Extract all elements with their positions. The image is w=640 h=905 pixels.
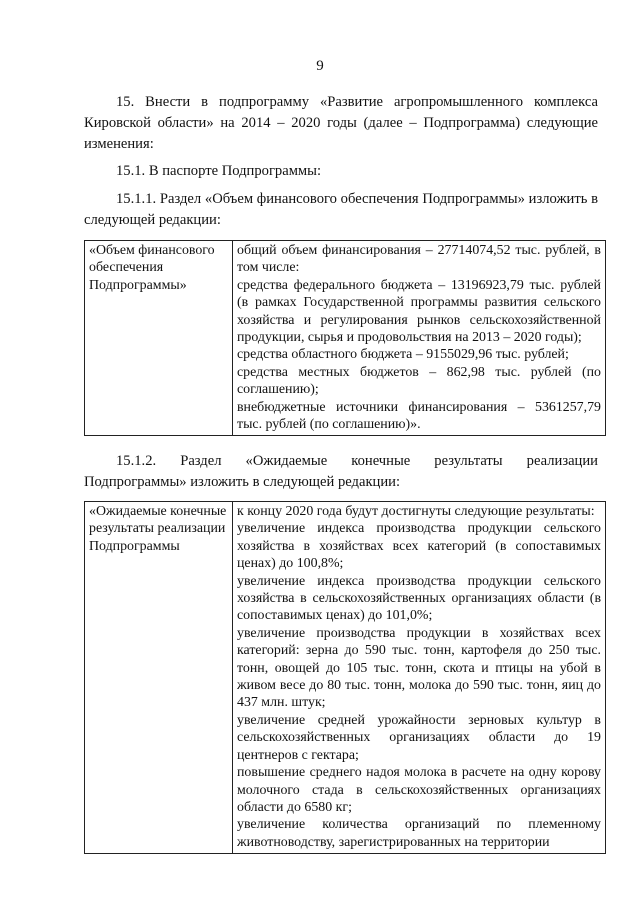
paragraph-15: 15. Внести в подпрограмму «Развитие агропромышленного комплекса Кировской области» на 2014 – 2020 годы (далее – Подпрограмма) следующие изменения:	[84, 94, 598, 152]
list-item: к концу 2020 года будут достигнуты следующие результаты:	[237, 504, 595, 519]
table-cell-content	[233, 502, 606, 854]
table-cell-content	[233, 241, 606, 436]
list-item: внебюджетные источники финансирования – 5361257,79 тыс. рублей (по соглашению)».	[237, 399, 601, 433]
paragraph-15-1-2: 15.1.2. Раздел «Ожидаемые конечные результаты реализации Подпрограммы» изложить в следующей редакции:	[84, 453, 598, 490]
list-item: средства областного бюджета – 9155029,96 тыс. рублей;	[237, 347, 569, 363]
list-item: средства федерального бюджета – 13196923,79 тыс. рублей (в рамках Государственной программы развития сельского хозяйства и регулирования рынков сельскохозяйственной продукции, сырья и продовольствия на 2013 – 2020 годы);	[237, 277, 601, 346]
list-item: увеличение количества организаций по племенному животноводству, зарегистрированных на территории	[237, 817, 601, 850]
list-item: увеличение производства продукции в хозяйствах всех категорий: зерна до 590 тыс. тонн, картофеля до 250 тыс. тонн, овощей до 105 тыс. тонн, скота и птицы на убой в живом весе до 80 тыс. тонн, молока до 590 тыс. тонн, яиц до 437 млн. штук;	[237, 625, 601, 711]
list-item: средства местных бюджетов – 862,98 тыс. рублей (по соглашению);	[237, 364, 601, 398]
list-item: повышение среднего надоя молока в расчете на одну корову молочного стада в сельскохозяйственных организациях области до 6580 кг;	[237, 765, 601, 815]
table-cell-label: «Ожидаемые конечные результаты реализации Подпрограммы	[85, 502, 233, 854]
table-row	[85, 502, 606, 854]
financing-table	[84, 240, 606, 436]
list-item: увеличение индекса производства продукции сельского хозяйства в хозяйствах всех категорий (в сопоставимых ценах) до 100,8%;	[237, 521, 601, 572]
table-cell-label: «Объем финансового обеспечения Подпрограммы»	[85, 241, 233, 436]
paragraph-15-1: 15.1. В паспорте Подпрограммы:	[116, 163, 322, 179]
table-row	[85, 241, 606, 436]
results-table	[84, 501, 606, 854]
list-item: общий объем финансирования – 27714074,52 тыс. рублей, в том числе:	[237, 243, 601, 276]
list-item: увеличение индекса производства продукции сельского хозяйства в сельскохозяйственных организациях области (в сопоставимых ценах) до 101,0%;	[237, 573, 601, 624]
list-item: увеличение средней урожайности зерновых культур в сельскохозяйственных организациях области до 19 центнеров с гектара;	[237, 712, 601, 763]
paragraph-15-1-1: 15.1.1. Раздел «Объем финансового обеспечения Подпрограммы» изложить в следующей редакции:	[84, 191, 598, 228]
page-number: 9	[316, 58, 324, 74]
